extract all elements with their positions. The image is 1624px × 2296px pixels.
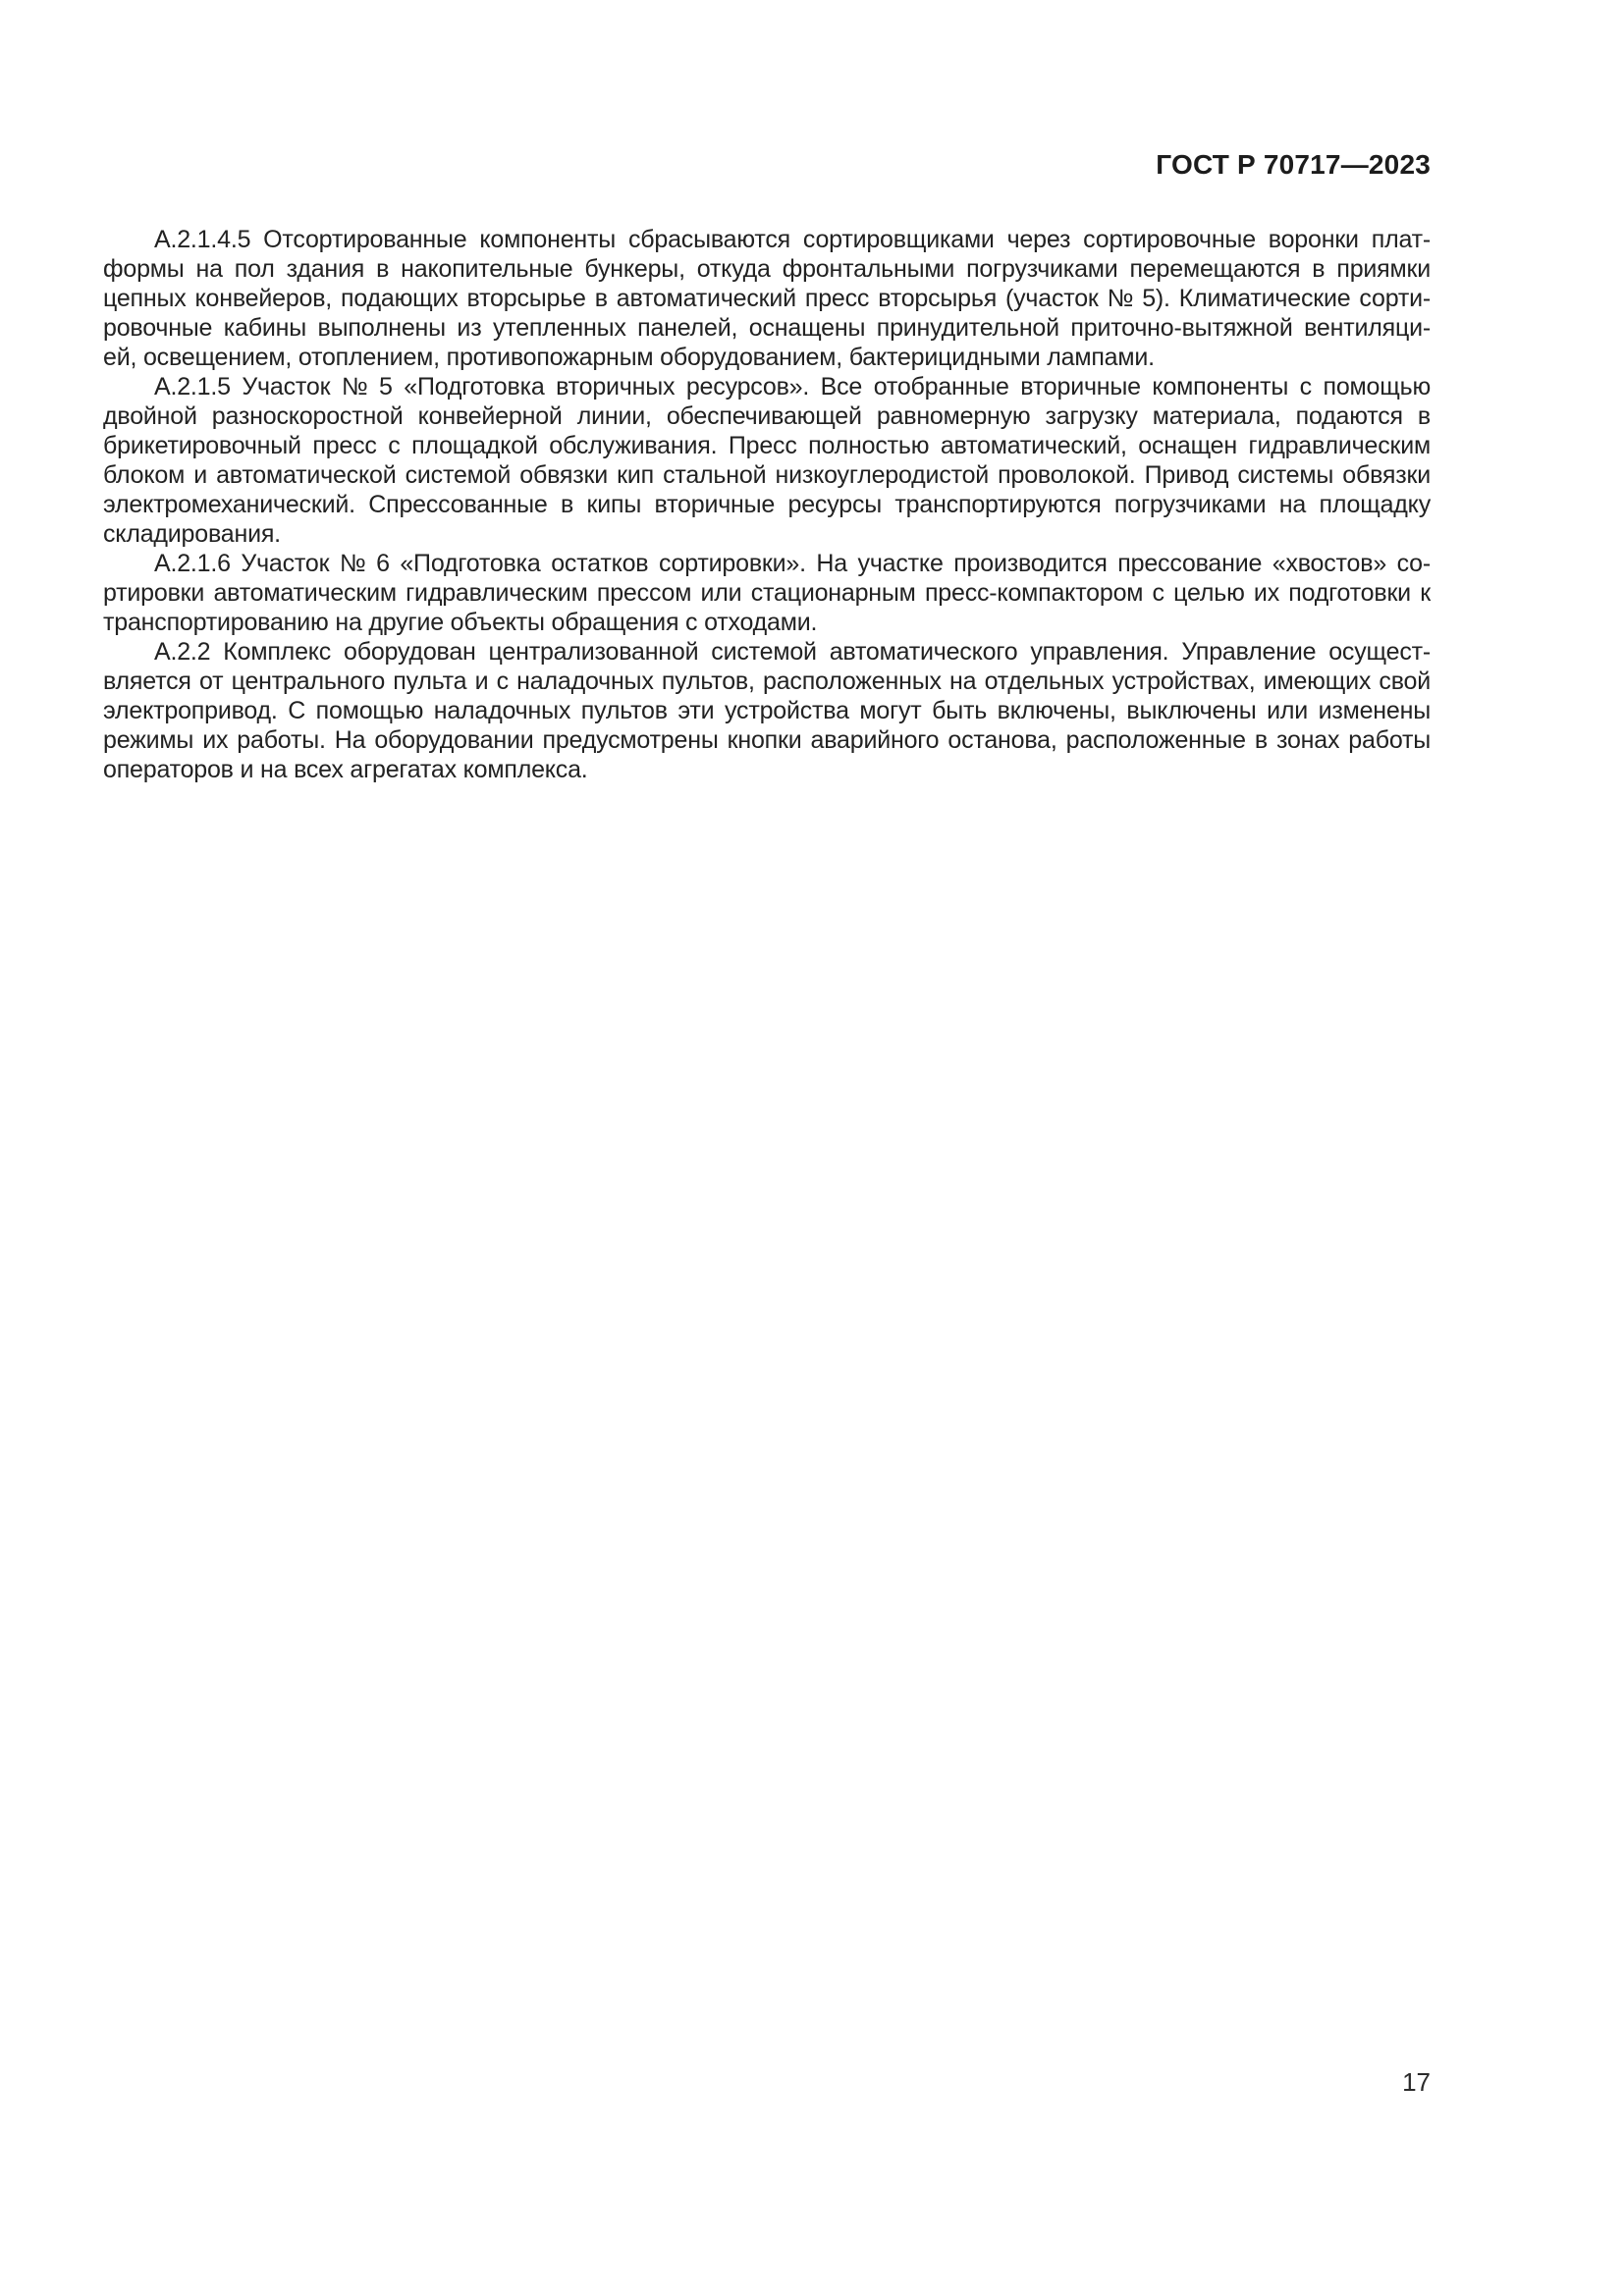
paragraph-0-line-4: ей, освещением, отоплением, противопожарным оборудованием, бактерицидными лампами. [103,344,1155,371]
paragraph-1-line-0: А.2.1.5 Участок № 5 «Подготовка вторичных ресурсов». Все отобранные вторичные компоненты с помощью [154,373,1431,400]
document-body [103,225,1431,784]
paragraph-1-line-3: блоком и автоматической системой обвязки кип стальной низкоуглеродистой проволокой. Привод системы обвязки [103,461,1431,489]
paragraph-2-line-2: транспортированию на другие объекты обращения с отходами. [103,609,818,636]
paragraph-0-line-2: цепных конвейеров, подающих вторсырье в автоматический пресс вторсырья (участок № 5). Климатические сорти- [103,285,1431,312]
paragraph-0-line-3: ровочные кабины выполнены из утепленных панелей, оснащены принудительной приточно-вытяжной вентиляци- [103,314,1431,342]
paragraph-1-line-1: двойной разноскоростной конвейерной линии, обеспечивающей равномерную загрузку материала, подаются в [103,402,1431,430]
document-header-standard-number: ГОСТ Р 70717—2023 [1156,149,1431,180]
paragraph-3-line-1: вляется от центрального пульта и с наладочных пультов, расположенных на отдельных устройствах, имеющих свой [103,667,1431,695]
paragraph-0-line-1: формы на пол здания в накопительные бункеры, откуда фронтальными погрузчиками перемещаются в приямки [103,255,1431,283]
paragraph-3-line-4: операторов и на всех агрегатах комплекса. [103,756,588,783]
paragraph-0-line-0: А.2.1.4.5 Отсортированные компоненты сбрасываются сортировщиками через сортировочные воронки плат- [154,226,1431,253]
paragraph-2-line-1: ртировки автоматическим гидравлическим прессом или стационарным пресс-компактором с целью их подготовки к [103,579,1431,607]
paragraph-3-line-2: электропривод. С помощью наладочных пультов эти устройства могут быть включены, выключены или изменены [103,697,1431,724]
paragraph-1-line-5: складирования. [103,520,281,548]
paragraph-1-line-4: электромеханический. Спрессованные в кипы вторичные ресурсы транспортируются погрузчиками на площадку [103,491,1431,518]
page-number: 17 [1402,2067,1431,2097]
paragraph-3-line-3: режимы их работы. На оборудовании предусмотрены кнопки аварийного останова, расположенные в зонах работы [103,726,1431,754]
paragraph-2-line-0: А.2.1.6 Участок № 6 «Подготовка остатков сортировки». На участке производится прессование «хвостов» со- [154,550,1431,577]
paragraph-1-line-2: брикетировочный пресс с площадкой обслуживания. Пресс полностью автоматический, оснащен гидравлическим [103,432,1431,459]
paragraph-3-line-0: А.2.2 Комплекс оборудован централизованной системой автоматического управления. Управление осущест- [154,638,1431,666]
